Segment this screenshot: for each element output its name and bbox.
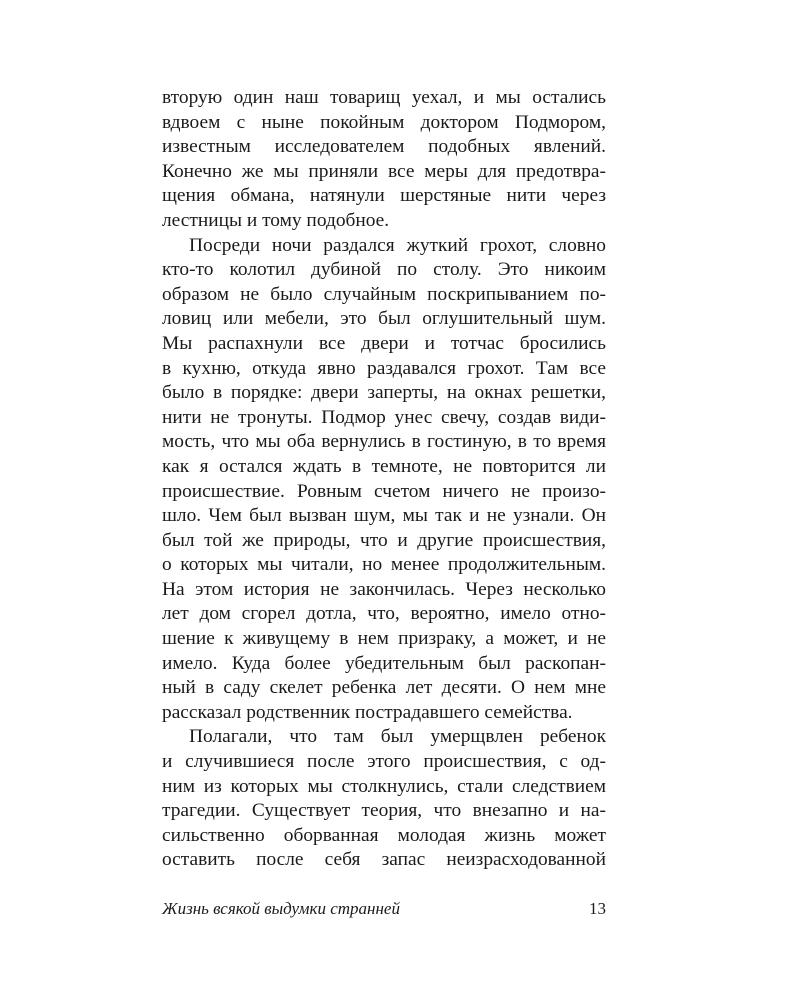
text-line: Конечно же мы приняли все меры для предотвра- <box>162 160 606 182</box>
page-footer <box>162 897 606 921</box>
text-line: о которых мы читали, но менее продолжительным. <box>162 554 606 576</box>
text-line: Полагали, что там был умерщвлен ребенок <box>189 726 606 748</box>
text-line: трагедии. Существует теория, что внезапно и на- <box>162 800 606 822</box>
paragraph <box>162 86 606 234</box>
text-line: На этом история не закончилась. Через несколько <box>162 578 606 600</box>
text-line: образом не было случайным поскрипыванием по- <box>162 283 606 305</box>
text-line: нити не тронуты. Подмор унес свечу, создав види- <box>162 406 606 428</box>
text-line: мость, что мы оба вернулись в гостиную, в то время <box>162 431 606 453</box>
text-line: ним из которых мы столкнулись, стали следствием <box>162 775 606 797</box>
text-line: кто-то колотил дубиной по столу. Это никоим <box>162 259 606 281</box>
text-line: лет дом сгорел дотла, что, вероятно, имело отно- <box>162 603 606 625</box>
page-body <box>162 86 606 873</box>
text-line: ловиц или мебели, это был оглушительный шум. <box>162 308 606 330</box>
text-line: сильственно оборванная молодая жизнь может <box>162 824 606 846</box>
text-line: и случившиеся после этого происшествия, с од- <box>162 751 606 773</box>
text-line: рассказал родственник пострадавшего семейства. <box>162 701 573 723</box>
text-line: Посреди ночи раздался жуткий грохот, словно <box>189 234 606 256</box>
text-line: ный в саду скелет ребенка лет десяти. О нем мне <box>162 677 606 699</box>
text-line: лестницы и тому подобное. <box>162 209 390 231</box>
text-line: вторую один наш товарищ уехал, и мы остались <box>162 87 606 108</box>
paragraph <box>162 234 606 726</box>
text-line: известным исследователем подобных явлений. <box>162 136 606 158</box>
text-line: шло. Чем был вызван шум, мы так и не узнали. Он <box>162 505 606 527</box>
text-line: в кухню, откуда явно раздавался грохот. Там все <box>162 357 606 379</box>
text-line: было в порядке: двери заперты, на окнах решетки, <box>162 382 606 404</box>
text-line: был той же природы, что и другие происшествия, <box>162 529 606 551</box>
running-title: Жизнь всякой выдумки странней <box>162 899 400 918</box>
text-line: вдвоем с ныне покойным доктором Подмором, <box>162 111 606 133</box>
text-line: происшествие. Ровным счетом ничего не произо- <box>162 480 606 502</box>
page-number: 13 <box>589 899 606 918</box>
paragraph <box>162 725 606 873</box>
text-line: как я остался ждать в темноте, не повторится ли <box>162 455 606 477</box>
text-line: оставить после себя запас неизрасходованной <box>162 849 606 871</box>
text-line: щения обмана, натянули шерстяные нити через <box>162 185 606 207</box>
text-line: имело. Куда более убедительным был раскопан- <box>162 652 606 674</box>
text-line: шение к живущему в нем призраку, а может, и не <box>162 628 606 650</box>
text-line: Мы распахнули все двери и тотчас бросились <box>162 332 606 354</box>
